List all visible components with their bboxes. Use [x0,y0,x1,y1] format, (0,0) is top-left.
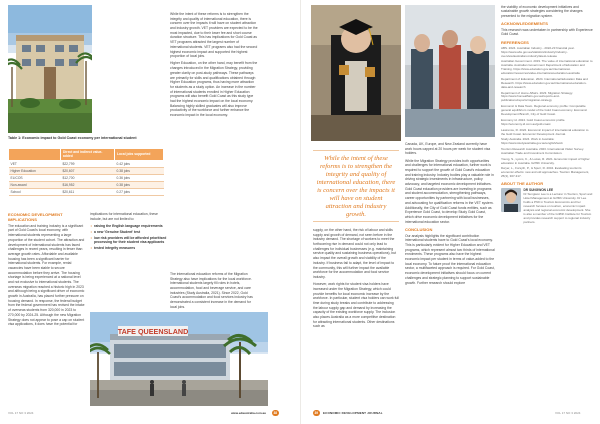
author-block [501,188,593,225]
students-photo [405,5,495,137]
body-paragraph: While the Migration Strategy provides both opportunities and challenges for international education, further work is required to support the growth of Gold Coast's education and training industry. Industry bodies play a valuable role in driving strategic investments in infrastructure, policy advocacy, and targeted economic development initiatives. Gold Coast education providers are investing in programs and student accommodation, strengthening pathways, career opportunities by partnering with local businesses, and advocating for qualification reforms in the VET system. Additionally, the City of Gold Coast funds entities, such as Experience Gold Coast, to develop Study Gold Coast, which drive economic development initiatives for the international education sector. [405,158,494,224]
site-url: www.edaustralia.com.au [231,411,266,415]
left-column-3 [170,12,258,272]
graduation-photo [311,5,401,141]
table-cell: $20,611 [61,189,115,196]
reference-item: Australian Government. 2019. The value of international education to Australia. Australian Government Department of Education and Training. https://www.education.gov.au/international-education/resources/value-international-education-australia [501,59,593,76]
acknowledgements-text: This research was undertaken in partnership with Experience Gold Coast. [501,27,593,37]
conclusion-heading: CONCLUSION [405,226,433,232]
reference-item: Tourism Research Australia. 2023. International Visitor Survey. Australian Trade and Investment Commission. [501,146,584,155]
body-paragraph: the viability of economic development initiatives and sustainable growth strategies considering the changes presented to the migration system. [501,5,583,18]
volume-label: VOL 17 NO 3 2024 [555,411,581,415]
table-header-row [9,149,164,161]
table-cell: ELICOS [9,174,61,181]
left-column-1 [8,212,86,406]
section-heading: ECONOMIC DEVELOPMENT IMPLICATIONS [8,212,63,222]
left-column-3-lower [170,272,258,312]
table-cell: $20,607 [61,167,115,174]
table-cell: VET [9,160,61,167]
table-cell: $22,799 [61,160,115,167]
references-heading: REFERENCES [501,39,529,45]
table-row [9,160,164,167]
body-paragraph: The international education reforms of the Migration Strategy also have implications for the local workforce. International students largely fill roles in hotels, accommodation, food and beverage service, and care industries (Study Australia, 2021). Since 2022, Gold Coast's accommodation and food services industry has demonstrated a consistent increase in the demand for local jobs. [170,272,253,309]
reference-item: Economic & Data Team. Regional economy profile: Computable general equilibrium model of the Gold Coast economy. Economic Development Branch, City of Gold Coast. [501,104,588,117]
author-avatar [501,188,521,212]
reference-item: Economy id. 2024. Gold Coast economic profile. https://economy.id.com.au/gold-coast [501,117,566,126]
reference-item: Lawrence, R. 2022. Economic impact of international education to the Gold Coast. Economic Development Journal. [501,127,589,136]
list-item: • tested integrity measures [90,246,168,251]
table-cell: 0.42 jobs [115,160,164,167]
author-name: DR SUNGWON LEE [523,188,554,193]
reference-item: Young, S., Lyons, K., & Lucas, R. 2021. Economic impact of higher education in Australia. Griffith University. [501,156,590,165]
reform-bullet-list [90,224,168,251]
body-paragraph: The education and training industry is a significant part of Gold Coast's local economy, with international students representing a large proportion of the student cohort. The attraction and development of international students has faced challenges in recent years, resulting in fewer than average growth rates. Affordable and available housing has been a significant barrier for international students. For example, rental vacancies have been stable to secure accommodation before they arrive. The housing shortage is being experienced at a national level and not exclusive to international students. The overseas migration reached a historic high in 2023 and although being a significant driver of economic growth in Australia, has placed further pressure on housing demand. In response, the federal budget from the federal government has revised the intake of overseas students from 320,000 in 2023 to 270,000 by 2024-25. Although the new Migration Strategy does not appear to pose a cap on student visa applications, it does have the potential for [8,223,85,327]
acknowledgements-heading: ACKNOWLEDGEMENTS [501,21,549,27]
tafe-campus-photo [90,312,268,406]
table-header-cell: Direct and indirect value-added [61,149,115,161]
table-cell: 0.36 jobs [115,174,164,181]
body-paragraph: Our analysis highlights the significant contribution international students have to Gold Coast's local economy. This is particularly evident for Higher Education and VET programs, which represent almost two thirds of international enrolments. These programs also have the highest economic impact per student in terms of value-added to the local economy. To future proof the international education sector, a multifaceted approach is required. For Gold Coast, economic development initiatives should focus on current challenges and strategic planning to support sustainable growth. Further research should explore [405,233,495,285]
body-paragraph: Canada, UK, Europe, and New Zealand currently have work hours capped at 20 hours per week for student visa holders. [405,142,491,156]
about-author-heading: ABOUT THE AUTHOR [501,181,544,187]
list-item: • a new 'Genuine Student' test [90,230,168,235]
left-footer [0,410,300,420]
reference-item: Department of Home Affairs. 2023. Migration Strategy. https://www.homeaffairs.gov.au/reports-and-publications/reports/migration-strategy [501,90,573,103]
page-number-badge: 38 [273,410,278,415]
page-number-badge: 39 [314,410,319,415]
table-cell: 0.38 jobs [115,167,164,174]
body-paragraph: However, work rights for student visa holders have increased under the Migration Strategy, which could provide benefits for local economic increase by the workforce. In particular, student visa holders can work full time during study breaks and contribute to addressing the labour supply gap and demand by increasing the capacity of the existing workforce supply. The inclusion also places Australia as a more competitive destination for attracting international students. Other destinations such as [313,282,399,329]
building-sign-text: TAFE QUEENSLAND [117,327,189,336]
list-item: • raising the English language requirements [90,224,168,229]
table-cell: Non-award [9,181,61,188]
table-row [9,167,164,174]
reference-item: ABS. 2024. Australian Industry - 2022-23 financial year. https://www.abs.gov.au/statistics/industry/industry-overview/australian-industry/latest-release [501,45,575,58]
table-cell: 0.38 jobs [115,181,164,188]
table-row [9,189,164,196]
economic-impact-table [8,148,164,196]
table-row [9,181,164,188]
right-column-2 [405,142,495,408]
left-column-2 [90,212,168,274]
pull-quote: While the intent of these reforms is to strengthen the integrity and quality of international education, there is concern over the impacts it will have on student attraction and industry growth. [313,150,399,222]
right-column-3 [501,5,593,408]
body-paragraph: Higher Education, on the other hand, may benefit from the changes introduced in the Migration Strategy, providing greater clarity on post-study pathways. These pathways are primarily for skills and qualifications obtained through Higher Education programs, thus having more attraction for students as a study option. An increase in the number of international students enrolled in Higher Education programs will also benefit Gold Coast as this study type had the highest economic impact on the local economy. Balancing highly skilled graduates will also improve productivity of the workforce and further enhance the economic impact in the local economy. [170,61,258,118]
author-bio: Dr Sungwon Lee is a Lecturer in Tourism, Sport and Hotel Management at Griffith University. Dr Lee holds a PhD in Tourism Economics and her research focuses on tourism, economic impact analysis and regional economic development. She is also a member of the Griffith Institute for Tourism and provides research support to regional industry partners. [523,192,593,225]
table-caption: Table 1: Economic impact to Gold Coast economy per international student [8,136,137,140]
table-header-cell [9,149,61,161]
right-footer [301,410,600,420]
campus-photo [8,5,92,133]
table-cell: $16,952 [61,181,115,188]
table-row [9,174,164,181]
table-cell: 0.27 jobs [115,189,164,196]
body-paragraph: supply, on the other hand, the risk of labour and skills supply and growth of demand, not seen before in the industry demand. The shortage of workers to meet the forthcoming rise in demand could not only lead to challenges for individual businesses (e.g. maintaining service quality and sustaining business operations), but also impact the overall growth and viability of the industry. If business fail to adapt, the level of impact to the community, this will further impact the available workforce for the accommodation and food service industry. [313,228,397,279]
body-paragraph: implications for international education, these include, but are not limited to: [90,212,158,221]
journal-name: ECONOMIC DEVELOPMENT JOURNAL [323,411,383,415]
list-item: • low risk providers will be afforded prioritised processing for their student visa applicants [90,236,168,245]
volume-label: VOL 17 NO 3 2024 [8,411,34,415]
table-cell: School [9,189,61,196]
table-cell: Higher Education [9,167,61,174]
table-cell: $12,700 [61,174,115,181]
body-paragraph: While the intent of these reforms is to strengthen the integrity and quality of international education, there is concern over the impacts it will have on student attraction and industry growth. VET providers are expected to be the most impacted, due to their lower fee and short course duration structure. This has implications for Gold Coast as VET programs attracted the largest number of international students. VET programs also had the second highest economic impact and supported the highest proportion of local jobs. [170,12,258,59]
reference-item: Dwyer, L., Forsyth, P., & Spurr, R. 2004. Evaluating tourism's economic effects: new and old approaches. Tourism Management, 25(3), 307-317. [501,166,590,179]
right-column-1 [313,228,399,408]
right-page [300,0,600,424]
reference-item: Study Australia. 2024. Work in Australia: https://www.studyaustralia.gov.au/english/work [501,137,563,146]
reference-item: Department of Education. 2024. International Education Data and Research. https://www.education.gov.au/international-education-data-and-research [501,76,588,89]
table-header-cell: Local jobs supported [115,149,164,161]
